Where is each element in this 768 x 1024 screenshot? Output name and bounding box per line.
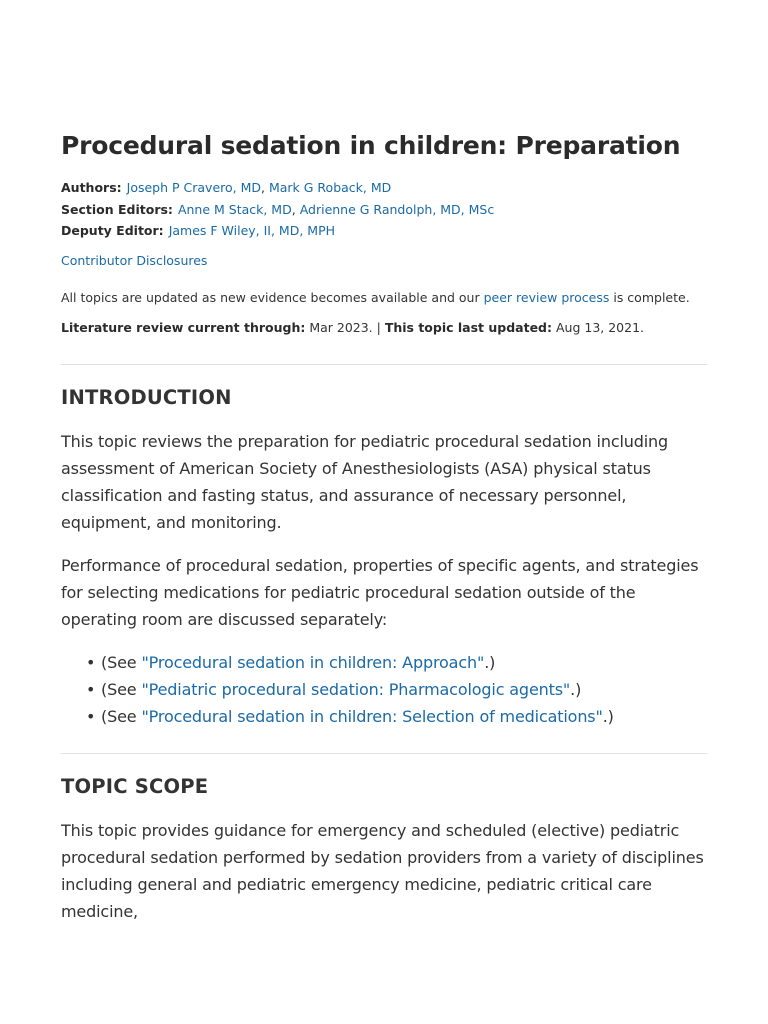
editor-link-randolph[interactable]: Adrienne G Randolph, MD, MSc: [299, 201, 495, 217]
reference-list: [61, 649, 707, 730]
ref-suffix: .): [570, 679, 582, 699]
bullet: •: [86, 652, 96, 672]
lit-review-label: Literature review current through:: [61, 319, 306, 335]
deputy-editor-row: [61, 220, 707, 242]
review-dates: [61, 318, 707, 338]
authors-label: Authors:: [61, 180, 122, 195]
list-item: [86, 649, 707, 676]
ref-suffix: .): [602, 706, 614, 726]
bullet: •: [86, 679, 96, 699]
deputy-editor-label: Deputy Editor:: [61, 223, 164, 238]
introduction-heading: INTRODUCTION: [61, 385, 232, 409]
separator: ,: [261, 180, 269, 195]
last-updated-label: This topic last updated:: [384, 319, 553, 335]
list-item: [86, 703, 707, 730]
contributor-disclosures-link[interactable]: Contributor Disclosures: [61, 252, 208, 268]
update-note-suffix: is complete.: [609, 289, 690, 305]
ref-suffix: .): [484, 652, 496, 672]
introduction-paragraph: Performance of procedural sedation, properties of specific agents, and strategies for selecting medications for pediatric procedural sedation outside of the operating room are discussed separately:: [61, 555, 699, 629]
ref-prefix: (See: [101, 652, 142, 672]
ref-prefix: (See: [101, 706, 142, 726]
page-title: Procedural sedation in children: Preparation: [61, 131, 681, 160]
topic-scope-paragraph: This topic provides guidance for emergency and scheduled (elective) pediatric procedural sedation performed by sedation providers from a variety of disciplines including general and pediatric emergency medicine, pediatric critical care medicine,: [61, 820, 704, 921]
update-note: [61, 288, 707, 308]
author-link-cravero[interactable]: Joseph P Cravero, MD: [126, 180, 262, 195]
separator: ,: [291, 201, 300, 217]
editor-link-stack[interactable]: Anne M Stack, MD: [177, 201, 292, 217]
author-link-roback[interactable]: Mark G Roback, MD: [268, 180, 392, 195]
introduction-paragraph: This topic reviews the preparation for pediatric procedural sedation including assessment of American Society of Anesthesiologists (ASA) physical status classification and fasting status, and assurance of necessary personnel, equipment, and monitoring.: [61, 431, 669, 532]
list-item: [86, 676, 707, 703]
topic-link-pharmacologic-agents[interactable]: "Pediatric procedural sedation: Pharmacologic agents": [141, 679, 571, 699]
byline: [61, 177, 707, 242]
divider: [61, 364, 707, 365]
update-note-prefix: All topics are updated as new evidence becomes available and our: [61, 289, 484, 305]
section-editors-row: [61, 199, 707, 221]
topic-scope-heading: TOPIC SCOPE: [61, 774, 209, 798]
deputy-editor-link-wiley[interactable]: James F Wiley, II, MD, MPH: [168, 223, 336, 238]
section-editors-label: Section Editors:: [61, 201, 173, 217]
article: [61, 0, 707, 925]
bullet: •: [86, 706, 96, 726]
ref-prefix: (See: [101, 679, 142, 699]
peer-review-process-link[interactable]: peer review process: [483, 289, 610, 305]
topic-link-approach[interactable]: "Procedural sedation in children: Approach": [141, 652, 485, 672]
contributor-disclosures-row: [61, 251, 707, 271]
divider: [61, 753, 707, 754]
topic-link-selection-of-medications[interactable]: "Procedural sedation in children: Selection of medications": [141, 706, 603, 726]
authors-row: [61, 177, 707, 199]
last-updated-date: Aug 13, 2021.: [552, 319, 645, 335]
lit-review-date: Mar 2023. |: [305, 319, 385, 335]
